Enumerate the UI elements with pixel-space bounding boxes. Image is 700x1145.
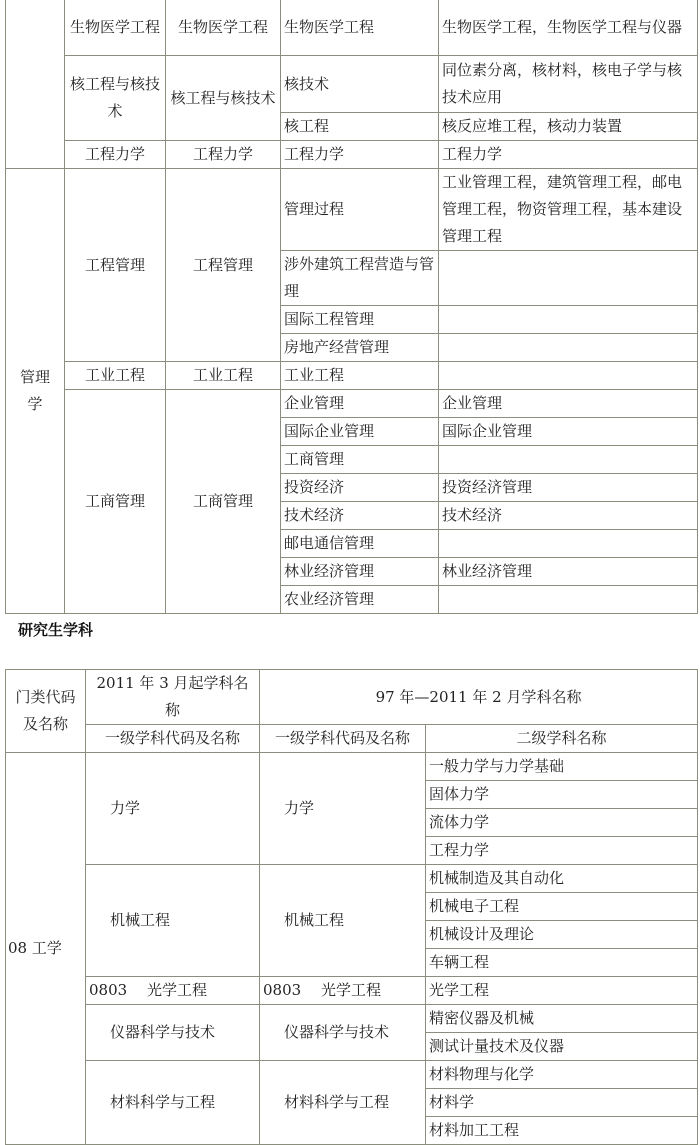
cell: 工程力学 (65, 141, 166, 169)
cell: 涉外建筑工程营造与管理 (281, 251, 439, 306)
cell: 工商管理 (166, 390, 281, 614)
cell: 工业工程 (281, 362, 439, 390)
level1-old: 仪器科学与技术 (260, 1005, 426, 1061)
cell (439, 334, 698, 362)
cell (439, 446, 698, 474)
cell: 农业经济管理 (281, 586, 439, 614)
level1-old: 材料科学与工程 (260, 1061, 426, 1145)
undergrad-discipline-table (5, 0, 698, 614)
cell: 企业管理 (439, 390, 698, 418)
cell: 工程力学 (281, 141, 439, 169)
cell: 工业工程 (65, 362, 166, 390)
cell: 生物医学工程，生物医学工程与仪器 (439, 0, 698, 56)
level1-old: 力学 (260, 753, 426, 865)
cell (439, 306, 698, 334)
cell: 邮电通信管理 (281, 530, 439, 558)
level2-cell: 流体力学 (426, 809, 698, 837)
cell: 工业工程 (166, 362, 281, 390)
cell: 投资经济管理 (439, 474, 698, 502)
cell: 技术经济 (439, 502, 698, 530)
header-category: 门类代码及名称 (6, 670, 86, 753)
cell: 工商管理 (281, 446, 439, 474)
level2-cell: 车辆工程 (426, 949, 698, 977)
cell: 生物医学工程 (166, 0, 281, 56)
cell: 国际工程管理 (281, 306, 439, 334)
header-old-level1: 一级学科代码及名称 (260, 725, 426, 753)
grad-discipline-table (5, 669, 698, 1145)
level2-cell: 光学工程 (426, 977, 698, 1005)
category-cell-empty (6, 0, 65, 169)
cell: 房地产经营管理 (281, 334, 439, 362)
level1-new: 仪器科学与技术 (86, 1005, 260, 1061)
header-old: 97 年—2011 年 2 月学科名称 (260, 670, 698, 725)
cell: 企业管理 (281, 390, 439, 418)
level1-new: 力学 (86, 753, 260, 865)
cell: 工程管理 (166, 169, 281, 362)
cell (439, 530, 698, 558)
header-new-level1: 一级学科代码及名称 (86, 725, 260, 753)
section-title: 研究生学科 (18, 621, 94, 639)
level2-cell: 一般力学与力学基础 (426, 753, 698, 781)
level2-cell: 机械制造及其自动化 (426, 865, 698, 893)
cell: 核工程与核技术 (65, 56, 166, 141)
level2-cell: 材料物理与化学 (426, 1061, 698, 1089)
cell: 工业管理工程，建筑管理工程，邮电管理工程，物资管理工程，基本建设管理工程 (439, 169, 698, 251)
cell: 投资经济 (281, 474, 439, 502)
level2-cell: 机械设计及理论 (426, 921, 698, 949)
header-new: 2011 年 3 月起学科名称 (86, 670, 260, 725)
level1-new: 材料科学与工程 (86, 1061, 260, 1145)
cell (439, 586, 698, 614)
category-cell: 08 工学 (6, 753, 86, 1145)
cell: 核工程 (281, 113, 439, 141)
cell (439, 251, 698, 306)
cell: 核反应堆工程，核动力装置 (439, 113, 698, 141)
level1-new: 机械工程 (86, 865, 260, 977)
cell: 同位素分离，核材料，核电子学与核技术应用 (439, 56, 698, 113)
cell: 工程管理 (65, 169, 166, 362)
cell: 国际企业管理 (439, 418, 698, 446)
cell: 工商管理 (65, 390, 166, 614)
level2-cell: 工程力学 (426, 837, 698, 865)
level2-cell: 材料学 (426, 1089, 698, 1117)
cell: 生物医学工程 (65, 0, 166, 56)
level2-cell: 固体力学 (426, 781, 698, 809)
level2-cell: 测试计量技术及仪器 (426, 1033, 698, 1061)
level2-cell: 精密仪器及机械 (426, 1005, 698, 1033)
cell: 林业经济管理 (281, 558, 439, 586)
cell: 林业经济管理 (439, 558, 698, 586)
cell: 工程力学 (439, 141, 698, 169)
cell (439, 362, 698, 390)
cell: 国际企业管理 (281, 418, 439, 446)
level1-old: 机械工程 (260, 865, 426, 977)
level2-cell: 材料加工工程 (426, 1117, 698, 1145)
header-old-level2: 二级学科名称 (426, 725, 698, 753)
cell: 生物医学工程 (281, 0, 439, 56)
cell: 核工程与核技术 (166, 56, 281, 141)
cell: 核技术 (281, 56, 439, 113)
level2-cell: 机械电子工程 (426, 893, 698, 921)
cell: 管理过程 (281, 169, 439, 251)
category-cell: 管理学 (6, 169, 65, 614)
level1-old: 0803 光学工程 (260, 977, 426, 1005)
cell: 工程力学 (166, 141, 281, 169)
level1-new: 0803 光学工程 (86, 977, 260, 1005)
cell: 技术经济 (281, 502, 439, 530)
